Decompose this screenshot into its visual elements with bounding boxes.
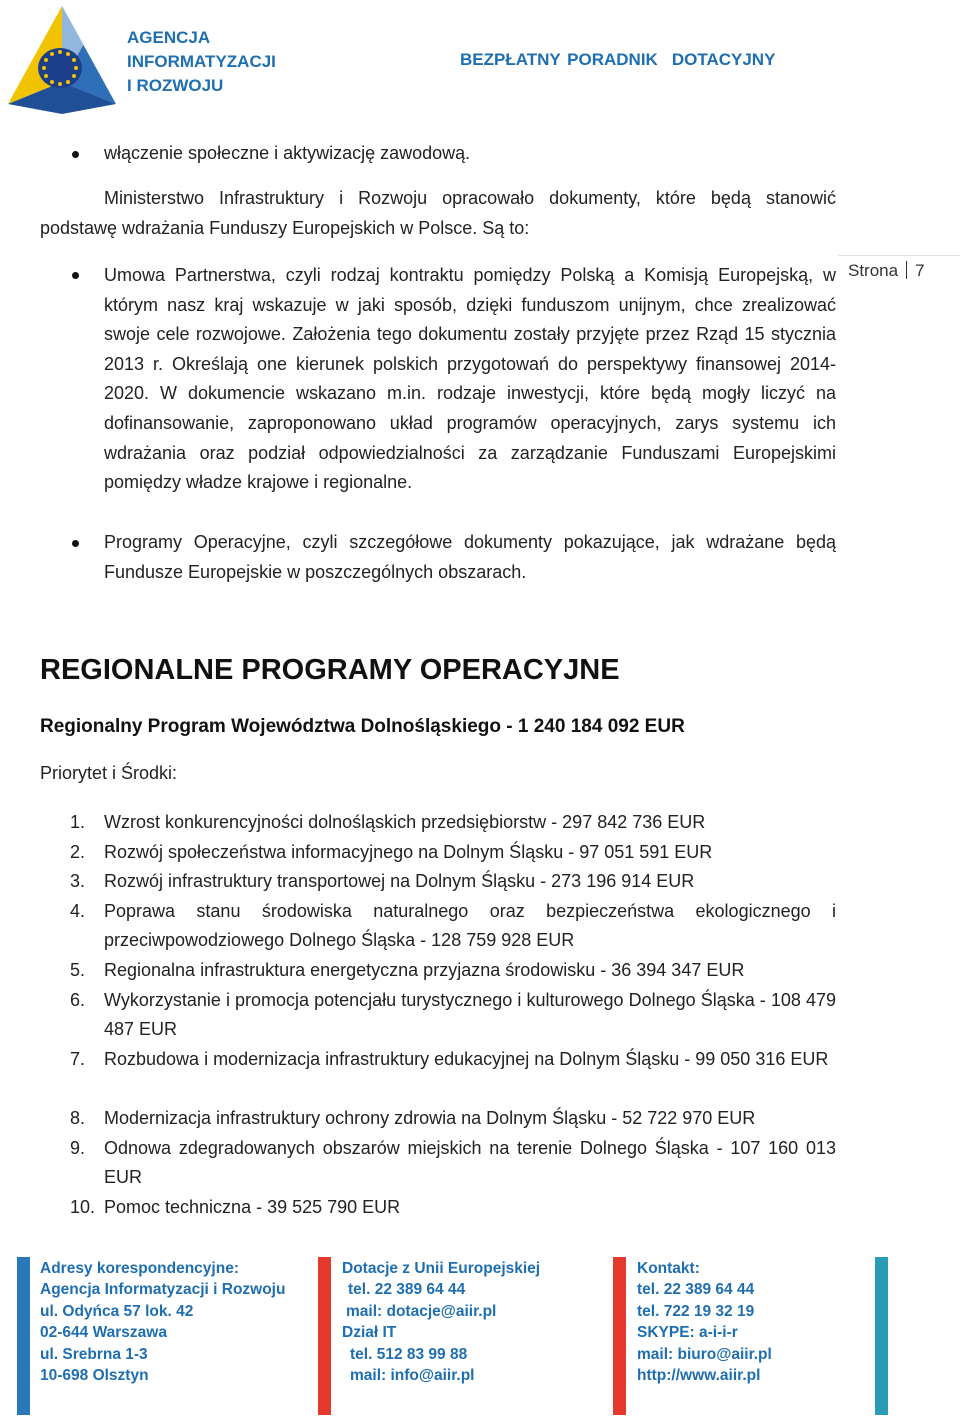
list-item-number: 5.	[70, 960, 86, 980]
list-item-text: Rozwój infrastruktury transportowej na Dolnym Śląsku - 273 196 914 EUR	[104, 871, 695, 892]
list-item-number: 3.	[70, 871, 86, 892]
tagline-part: BEZPŁATNY PORADNIK	[460, 50, 658, 69]
list-item-text: Rozwój społeczeństwa informacyjnego na Dolnym Śląsku - 97 051 591 EUR	[104, 841, 713, 862]
footer-line: Dział IT	[342, 1324, 397, 1342]
list-item-text: Wykorzystanie i promocja potencjału turystycznego i kulturowego Dolnego Śląska - 108 479 487 EUR	[104, 989, 836, 1040]
footer-email-link[interactable]: mail: biuro@aiir.pl	[637, 1345, 772, 1363]
list-item-number: 7.	[70, 1048, 86, 1069]
list-item-text: Pomoc techniczna - 39 525 790 EUR	[104, 1196, 401, 1217]
agency-line: I ROZWOJU	[127, 76, 224, 95]
footer-color-bar	[318, 1257, 331, 1415]
footer-line: Dotacje z Unii Europejskiej	[342, 1260, 541, 1277]
footer-address-column	[40, 1258, 285, 1386]
logo-pyramid-graphic	[4, 4, 120, 116]
agency-name	[127, 26, 276, 98]
bullet-icon	[72, 272, 79, 279]
list-item-number: 4.	[70, 900, 86, 921]
page-label: Strona	[848, 261, 899, 280]
footer-grants-column	[342, 1258, 540, 1386]
header-tagline	[460, 50, 775, 70]
list-item-number: 1.	[70, 812, 86, 832]
list-item-number: 8.	[70, 1108, 86, 1128]
footer-line: 10-698 Olsztyn	[40, 1367, 149, 1385]
bullet-text: Programy Operacyjne, czyli szczegółowe dokumenty pokazujące, jak wdrażane będą Fundusze Europejskie w poszczególnych obszarach.	[104, 532, 836, 582]
footer-line: Kontakt:	[637, 1260, 700, 1277]
list-item-text: Rozbudowa i modernizacja infrastruktury edukacyjnej na Dolnym Śląsku - 99 050 316 EUR	[104, 1048, 829, 1069]
footer-phone-link[interactable]: tel. 512 83 99 88	[350, 1345, 468, 1363]
footer-phone-link[interactable]: tel. 22 389 64 44	[348, 1281, 466, 1299]
list-item-text: Poprawa stanu środowiska naturalnego oraz bezpieczeństwa ekologicznego i przeciwpowodziowego Dolnego Śląska - 128 759 928 EUR	[104, 900, 836, 951]
priority-label: Priorytet i Środki:	[40, 763, 178, 783]
footer-skype-link[interactable]: SKYPE: a-i-i-r	[637, 1324, 738, 1342]
footer-website-link[interactable]: http://www.aiir.pl	[637, 1367, 761, 1385]
list-item-number: 10.	[70, 1196, 96, 1217]
section-heading: REGIONALNE PROGRAMY OPERACYJNE	[40, 654, 620, 686]
footer-line: Adresy korespondencyjne:	[40, 1260, 239, 1277]
footer-color-bar	[875, 1257, 888, 1415]
footer-color-bar	[613, 1257, 626, 1415]
list-item-text: Modernizacja infrastruktury ochrony zdrowia na Dolnym Śląsku - 52 722 970 EUR	[104, 1108, 756, 1128]
bullet-icon	[72, 151, 79, 158]
page-number-tab	[838, 255, 960, 280]
page-number: 7	[915, 261, 925, 280]
footer-phone-link[interactable]: tel. 22 389 64 44	[637, 1281, 755, 1299]
bullet-text: Umowa Partnerstwa, czyli rodzaj kontraktu pomiędzy Polską a Komisją Europejską, w którym nasz kraj wskazuje w jaki sposób, dzięki funduszom unijnym, chce zrealizować swoje cele rozwojowe. Założenia tego dokumentu zostały przyjęte przez Rząd 15 stycznia 2013 r. Określają one kierunek polskich przygotowań do perspektywy finansowej 2014-2020. W dokumencie wskazano m.in. rodzaje inwestycji, które będą mogły liczyć na dofinansowanie, zaproponowano układ programów operacyjnych, zarys systemu ich wdrażania oraz podział odpowiedzialności za zarządzanie Funduszami Europejskimi pomiędzy władze krajowe i regionalne.	[104, 265, 836, 493]
footer-email-link[interactable]: mail: dotacje@aiir.pl	[346, 1302, 497, 1320]
footer-line: 02-644 Warszawa	[40, 1324, 167, 1342]
bullet-icon	[72, 540, 79, 547]
footer-phone-link[interactable]: tel. 722 19 32 19	[637, 1302, 755, 1320]
agency-line: AGENCJA	[127, 28, 211, 47]
intro-paragraph: Ministerstwo Infrastruktury i Rozwoju opracowało dokumenty, które będą stanowić podstawę wdrażania Funduszy Europejskich w Polsce. Są to:	[40, 188, 836, 238]
list-item-text: Wzrost konkurencyjności dolnośląskich przedsiębiorstw - 297 842 736 EUR	[104, 812, 706, 832]
list-item-number: 9.	[70, 1137, 86, 1158]
list-item-number: 2.	[70, 841, 86, 862]
program-title: Regionalny Program Województwa Dolnośląskiego - 1 240 184 092 EUR	[40, 716, 685, 737]
footer-line: ul. Odyńca 57 lok. 42	[40, 1302, 194, 1320]
footer-email-link[interactable]: mail: info@aiir.pl	[350, 1367, 475, 1385]
tagline-part: DOTACYJNY	[671, 50, 776, 69]
list-item-text: Odnowa zdegradowanych obszarów miejskich na terenie Dolnego Śląska - 107 160 013 EUR	[104, 1137, 836, 1188]
agency-logo	[4, 4, 120, 116]
page-separator	[906, 261, 907, 279]
list-item-text: Regionalna infrastruktura energetyczna przyjazna środowisku - 36 394 347 EUR	[104, 960, 745, 980]
footer-color-bar	[17, 1257, 30, 1415]
footer-line: Agencja Informatyzacji i Rozwoju	[40, 1281, 286, 1299]
list-item-number: 6.	[70, 989, 86, 1010]
bullet-text: włączenie społeczne i aktywizację zawodową.	[104, 143, 471, 163]
agency-line: INFORMATYZACJI	[127, 52, 276, 71]
footer-contact-column	[637, 1258, 772, 1386]
footer-line: ul. Srebrna 1-3	[40, 1345, 148, 1363]
